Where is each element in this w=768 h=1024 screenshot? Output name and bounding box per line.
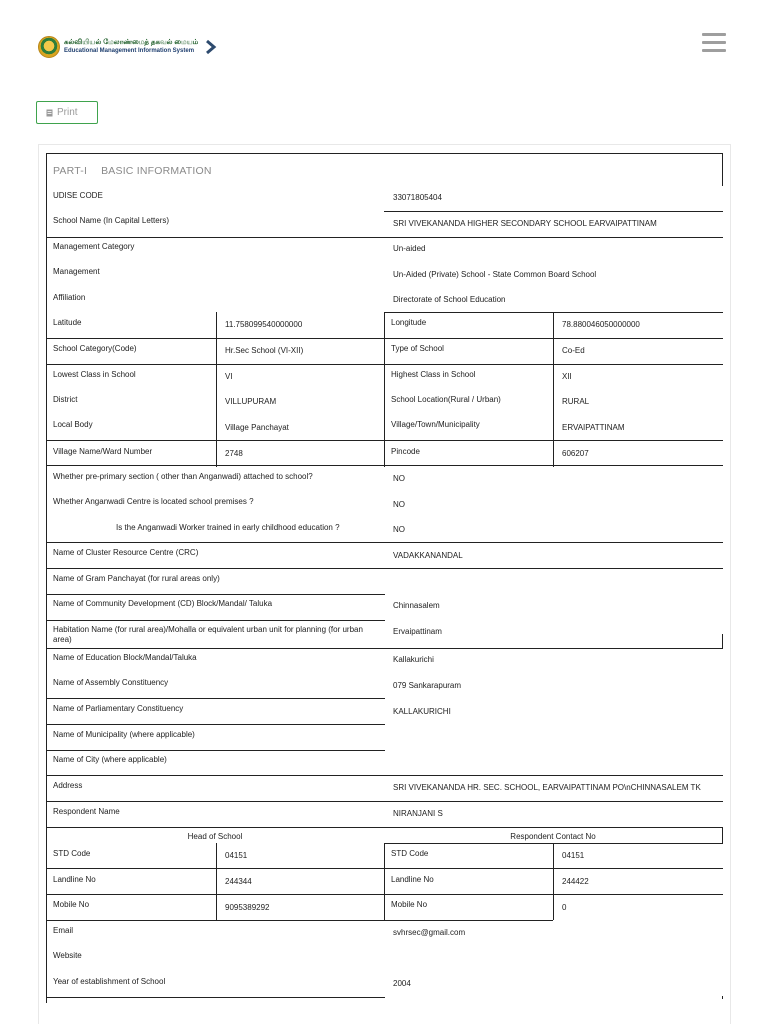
std-code-resp-label: STD Code bbox=[391, 849, 429, 858]
document-icon bbox=[46, 109, 53, 117]
row-rule bbox=[46, 920, 553, 921]
mobile-label: Mobile No bbox=[53, 900, 90, 909]
row-rule bbox=[46, 724, 385, 725]
habitation-label: Habitation Name (for rural area)/Mohalla or equivalent urban unit for planning (for urban area) bbox=[53, 625, 363, 644]
head-of-school-heading: Head of School bbox=[187, 832, 243, 841]
school-name-label: School Name (In Capital Letters) bbox=[53, 216, 170, 225]
respondent-label: Respondent Name bbox=[53, 807, 120, 816]
std-code-head-value: 04151 bbox=[225, 851, 248, 860]
emis-logo[interactable] bbox=[38, 36, 218, 58]
row-rule bbox=[46, 542, 723, 543]
udise-label: UDISE CODE bbox=[53, 191, 103, 200]
local-body-value: Village Panchayat bbox=[225, 423, 289, 432]
chevron-right-icon bbox=[204, 39, 218, 55]
landline-resp-label: Landline No bbox=[391, 875, 434, 884]
logo-english-text: Educational Management Information System bbox=[64, 48, 195, 54]
type-label: Type of School bbox=[391, 344, 444, 353]
anganwadi-trained-label: Is the Anganwadi Worker trained in early childhood education ? bbox=[116, 523, 340, 532]
column-rule bbox=[553, 312, 554, 467]
type-value: Co-Ed bbox=[562, 346, 585, 355]
print-label: Print bbox=[57, 107, 78, 118]
assembly-value: 079 Sankarapuram bbox=[393, 681, 462, 690]
part-label: PART-I bbox=[53, 165, 88, 177]
logo-tamil-text: கல்வியியல் மேலாண்மைத் தகவல் மையம் bbox=[64, 39, 199, 46]
column-rule bbox=[384, 312, 385, 467]
affiliation-value: Directorate of School Education bbox=[393, 295, 506, 304]
respondent-value: NIRANJANI S bbox=[393, 809, 443, 818]
row-rule bbox=[46, 750, 385, 751]
row-rule bbox=[384, 211, 723, 212]
mgmt-category-label: Management Category bbox=[53, 242, 135, 251]
mobile-resp-label: Mobile No bbox=[391, 900, 428, 909]
table-border-left bbox=[46, 153, 47, 1003]
column-rule bbox=[216, 843, 217, 920]
longitude-value: 78.880046050000000 bbox=[562, 320, 640, 329]
mobile-head-value: 9095389292 bbox=[225, 903, 270, 912]
row-rule bbox=[46, 827, 723, 828]
crc-value: VADAKKANANDAL bbox=[393, 551, 463, 560]
row-rule bbox=[46, 775, 723, 776]
location-value: RURAL bbox=[562, 397, 590, 406]
row-rule bbox=[46, 698, 385, 699]
assembly-label: Name of Assembly Constituency bbox=[53, 678, 169, 687]
lowest-class-value: VI bbox=[225, 372, 233, 381]
latitude-value: 11.758099540000000 bbox=[225, 320, 303, 329]
latitude-label: Latitude bbox=[53, 318, 82, 327]
respondent-contact-heading: Respondent Contact No bbox=[510, 832, 596, 841]
column-rule bbox=[722, 827, 723, 843]
part-title bbox=[53, 165, 212, 177]
anganwadi-value: NO bbox=[393, 500, 405, 509]
parliament-value: KALLAKURICHI bbox=[393, 707, 451, 716]
school-name-value: SRI VIVEKANANDA HIGHER SECONDARY SCHOOL EARVAIPATTINAM bbox=[393, 219, 657, 228]
address-label: Address bbox=[53, 781, 83, 790]
mobile-resp-value: 0 bbox=[562, 903, 567, 912]
website-label: Website bbox=[53, 951, 82, 960]
pincode-value: 606207 bbox=[562, 449, 589, 458]
municipality-label: Name of Municipality (where applicable) bbox=[53, 730, 195, 739]
row-rule bbox=[46, 568, 723, 569]
district-label: District bbox=[53, 395, 78, 404]
established-value: 2004 bbox=[393, 979, 411, 988]
edu-block-value: Kallakurichi bbox=[393, 655, 434, 664]
village-label: Village/Town/Municipality bbox=[391, 420, 480, 429]
site-header bbox=[0, 0, 768, 90]
std-code-label: STD Code bbox=[53, 849, 91, 858]
village-value: ERVAIPATTINAM bbox=[562, 423, 625, 432]
city-label: Name of City (where applicable) bbox=[53, 755, 167, 764]
longitude-label: Longitude bbox=[391, 318, 427, 327]
row-rule bbox=[46, 801, 723, 802]
habitation-value: Ervaipattinam bbox=[393, 627, 442, 636]
established-label: Year of establishment of School bbox=[53, 977, 166, 986]
row-rule bbox=[46, 237, 723, 238]
landline-label: Landline No bbox=[53, 875, 96, 884]
pincode-label: Pincode bbox=[391, 447, 420, 456]
preprimary-value: NO bbox=[393, 474, 405, 483]
local-body-label: Local Body bbox=[53, 420, 93, 429]
category-label: School Category(Code) bbox=[53, 344, 137, 353]
management-value: Un-Aided (Private) School - State Common Board School bbox=[393, 270, 597, 279]
lowest-class-label: Lowest Class in School bbox=[53, 370, 136, 379]
udise-value: 33071805404 bbox=[393, 193, 442, 202]
print-button[interactable] bbox=[36, 101, 98, 124]
cd-block-value: Chinnasalem bbox=[393, 601, 440, 610]
row-rule bbox=[46, 997, 385, 998]
row-rule bbox=[46, 620, 385, 621]
mgmt-category-value: Un-aided bbox=[393, 244, 426, 253]
highest-class-value: XII bbox=[562, 372, 572, 381]
crc-label: Name of Cluster Resource Centre (CRC) bbox=[53, 548, 199, 557]
district-value: VILLUPURAM bbox=[225, 397, 277, 406]
ward-value: 2748 bbox=[225, 449, 243, 458]
landline-resp-value: 244422 bbox=[562, 877, 589, 886]
email-value: svhrsec@gmail.com bbox=[393, 928, 466, 937]
location-label: School Location(Rural / Urban) bbox=[391, 395, 501, 404]
edu-block-label: Name of Education Block/Mandal/Taluka bbox=[53, 653, 197, 662]
gram-label: Name of Gram Panchayat (for rural areas only) bbox=[53, 574, 220, 583]
affiliation-label: Affiliation bbox=[53, 293, 86, 302]
row-rule bbox=[46, 594, 385, 595]
part-heading: BASIC INFORMATION bbox=[101, 165, 212, 177]
anganwadi-label: Whether Anganwadi Centre is located school premises ? bbox=[53, 497, 254, 506]
column-rule bbox=[553, 843, 554, 920]
management-label: Management bbox=[53, 267, 100, 276]
column-rule bbox=[384, 843, 385, 920]
parliament-label: Name of Parliamentary Constituency bbox=[53, 704, 184, 713]
hamburger-menu-icon[interactable] bbox=[702, 33, 726, 53]
column-rule bbox=[722, 634, 723, 648]
std-code-resp-value: 04151 bbox=[562, 851, 585, 860]
row-rule bbox=[46, 648, 723, 649]
landline-head-value: 244344 bbox=[225, 877, 252, 886]
address-value: SRI VIVEKANANDA HR. SEC. SCHOOL, EARVAIPATTINAM PO\nCHINNASALEM TK bbox=[393, 783, 701, 792]
category-value: Hr.Sec School (VI-XII) bbox=[225, 346, 304, 355]
column-rule bbox=[722, 996, 723, 999]
preprimary-label: Whether pre-primary section ( other than Anganwadi) attached to school? bbox=[53, 472, 313, 481]
ward-label: Village Name/Ward Number bbox=[53, 447, 153, 456]
column-rule bbox=[216, 312, 217, 467]
tn-emblem-icon bbox=[38, 36, 60, 58]
table-border-right bbox=[722, 153, 723, 186]
email-label: Email bbox=[53, 926, 74, 935]
highest-class-label: Highest Class in School bbox=[391, 370, 476, 379]
anganwadi-trained-value: NO bbox=[393, 525, 405, 534]
cd-block-label: Name of Community Development (CD) Block/Mandal/ Taluka bbox=[53, 599, 273, 608]
table-border-top bbox=[46, 153, 723, 154]
